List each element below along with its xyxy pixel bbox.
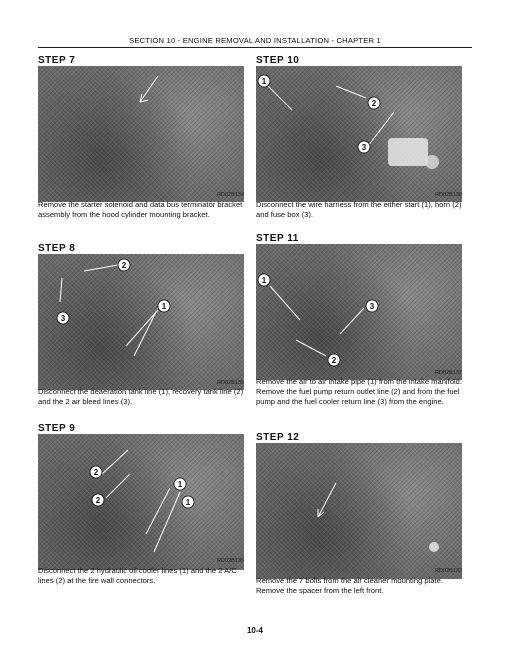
- step-9-photo-code: RD02B136: [217, 558, 244, 564]
- step-10-callouts: [256, 66, 462, 202]
- step-8-photo: [38, 254, 244, 390]
- step-10-caption: Disconnect the wire harness from the either start (1), horn (2) and fuse box (3).: [256, 200, 462, 219]
- step-11-title: STEP 11: [256, 233, 299, 244]
- step-8-callout-b: 1: [161, 302, 167, 311]
- step-7-caption: Remove the starter solenoid and data bus terminator bracket assembly from the hood cylinder mounting bracket.: [38, 200, 243, 219]
- step-9-caption: Disconnect the 2 hydraulic oil cooler lines (1) and the 2 A/C lines (2) at the fire wall connectors.: [38, 566, 237, 585]
- step-10-photo: [256, 66, 462, 202]
- step-9-callouts: [38, 434, 244, 570]
- step-12-photo-code: RD02B133: [435, 568, 462, 574]
- step-10-photo-code: RD02B138: [435, 192, 462, 198]
- step-11-callout-b: 3: [369, 302, 375, 311]
- step-9-title: STEP 9: [38, 423, 76, 434]
- step-9-callout-d: 1: [185, 498, 191, 507]
- step-11-photo: [256, 244, 462, 380]
- step-12-title: STEP 12: [256, 432, 300, 443]
- step-9-photo: [38, 434, 244, 570]
- step-8-title: STEP 8: [38, 243, 76, 254]
- step-11-callout-a: 1: [261, 276, 267, 285]
- step-7-arrows: [38, 66, 244, 202]
- step-12-caption: Remove the 7 bolts from the air cleaner mounting plate. Remove the spacer from the left front.: [256, 576, 443, 595]
- step-11-caption: Remove the air to air intake pipe (1) from the intake manifold. Remove the fuel pump return outlet line (2) and from the fuel pump and the fuel cooler return line (3) from the engine.: [256, 377, 462, 406]
- header-rule: [38, 47, 472, 48]
- step-9-callout-a: 2: [93, 468, 99, 477]
- step-8-caption: Disconnect the deaeration tank line (1), recovery tank line (2) and the 2 air bleed lines (3).: [38, 387, 244, 406]
- step-7-photo: [38, 66, 244, 202]
- step-11-callout-c: 2: [331, 356, 337, 365]
- step-10-callout-c: 3: [361, 143, 367, 152]
- step-8-callout-c: 3: [60, 314, 66, 323]
- step-10-callout-a: 1: [261, 77, 267, 86]
- step-11-callouts: [256, 244, 462, 380]
- step-8-callouts: [38, 254, 244, 390]
- step-12-arrows: [256, 443, 462, 579]
- step-8-callout-a: 2: [121, 261, 127, 270]
- step-12-photo: [256, 443, 462, 579]
- section-header: SECTION 10 - ENGINE REMOVAL AND INSTALLATION - CHAPTER 1: [129, 36, 381, 45]
- step-9-callout-b: 1: [177, 480, 183, 489]
- page-number: 10-4: [246, 626, 263, 635]
- step-9-callout-c: 2: [95, 496, 101, 505]
- step-8-photo-code: RD02B135: [217, 380, 244, 386]
- step-11-photo-code: RD02B137: [435, 370, 462, 376]
- step-10-title: STEP 10: [256, 55, 300, 66]
- step-7-title: STEP 7: [38, 55, 76, 66]
- step-7-photo-code: RD02B134: [217, 192, 244, 198]
- step-10-callout-b: 2: [371, 99, 377, 108]
